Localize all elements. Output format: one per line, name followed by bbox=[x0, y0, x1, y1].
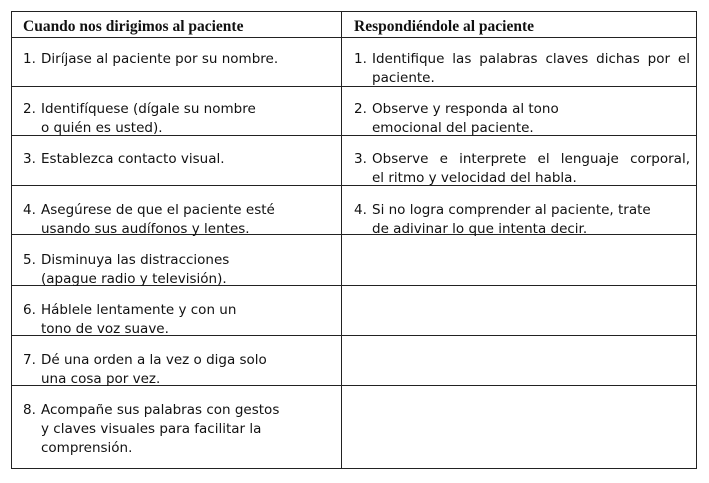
item-line: Si no logra comprender al paciente, trate bbox=[372, 202, 651, 218]
guidelines-table bbox=[11, 11, 697, 469]
item-line: Establezca contacto visual. bbox=[41, 151, 225, 167]
item-number: 8. bbox=[23, 402, 36, 418]
item-line: usando sus audífonos y lentes. bbox=[41, 221, 250, 237]
item-line: y claves visuales para facilitar la bbox=[41, 421, 262, 437]
item-line: Háblele lentamente y con un bbox=[41, 302, 237, 318]
item-number: 1. bbox=[23, 51, 36, 67]
item-number: 5. bbox=[23, 252, 36, 268]
item-number: 2. bbox=[23, 101, 36, 117]
item-line: Asegúrese de que el paciente esté bbox=[41, 202, 275, 218]
item-number: 2. bbox=[354, 101, 367, 117]
item-line: Disminuya las distracciones bbox=[41, 252, 230, 268]
item-line: el ritmo y velocidad del habla. bbox=[372, 170, 577, 186]
right-item-3 bbox=[354, 150, 690, 188]
item-line: Acompañe sus palabras con gestos bbox=[41, 402, 280, 418]
left-item-1 bbox=[23, 50, 333, 69]
item-line: Dé una orden a la vez o diga solo bbox=[41, 352, 267, 368]
item-line: Identifíquese (dígale su nombre bbox=[41, 101, 256, 117]
item-line: una cosa por vez. bbox=[41, 371, 161, 387]
item-number: 6. bbox=[23, 302, 36, 318]
item-number: 4. bbox=[23, 202, 36, 218]
header-right: Respondiéndole al paciente bbox=[354, 18, 534, 35]
left-item-5 bbox=[23, 251, 333, 289]
item-line: emocional del paciente. bbox=[372, 120, 534, 136]
left-item-4 bbox=[23, 201, 333, 239]
item-line: Diríjase al paciente por su nombre. bbox=[41, 51, 279, 67]
item-number: 3. bbox=[23, 151, 36, 167]
item-number: 3. bbox=[354, 151, 367, 167]
item-line: o quién es usted). bbox=[41, 120, 163, 136]
left-item-6 bbox=[23, 301, 333, 339]
item-line: comprensión. bbox=[41, 440, 133, 456]
right-item-4 bbox=[354, 201, 690, 239]
item-line: de adivinar lo que intenta decir. bbox=[372, 221, 588, 237]
item-line: Observe y responda al tono bbox=[372, 101, 559, 117]
left-item-2 bbox=[23, 100, 333, 138]
item-line: paciente. bbox=[372, 70, 435, 86]
item-number: 4. bbox=[354, 202, 367, 218]
column-divider bbox=[341, 12, 342, 468]
item-line: Identifique las palabras claves dichas por el bbox=[372, 51, 690, 67]
right-item-1 bbox=[354, 50, 690, 88]
right-item-2 bbox=[354, 100, 690, 138]
item-number: 1. bbox=[354, 51, 367, 67]
left-item-7 bbox=[23, 351, 333, 389]
item-line: Observe e interprete el lenguaje corporal, bbox=[372, 151, 690, 167]
item-number: 7. bbox=[23, 352, 36, 368]
left-item-3 bbox=[23, 150, 333, 169]
item-line: tono de voz suave. bbox=[41, 321, 169, 337]
left-item-8 bbox=[23, 401, 333, 458]
header-divider bbox=[12, 37, 696, 38]
item-line: (apague radio y televisión). bbox=[41, 271, 227, 287]
header-left: Cuando nos dirigimos al paciente bbox=[23, 18, 244, 35]
